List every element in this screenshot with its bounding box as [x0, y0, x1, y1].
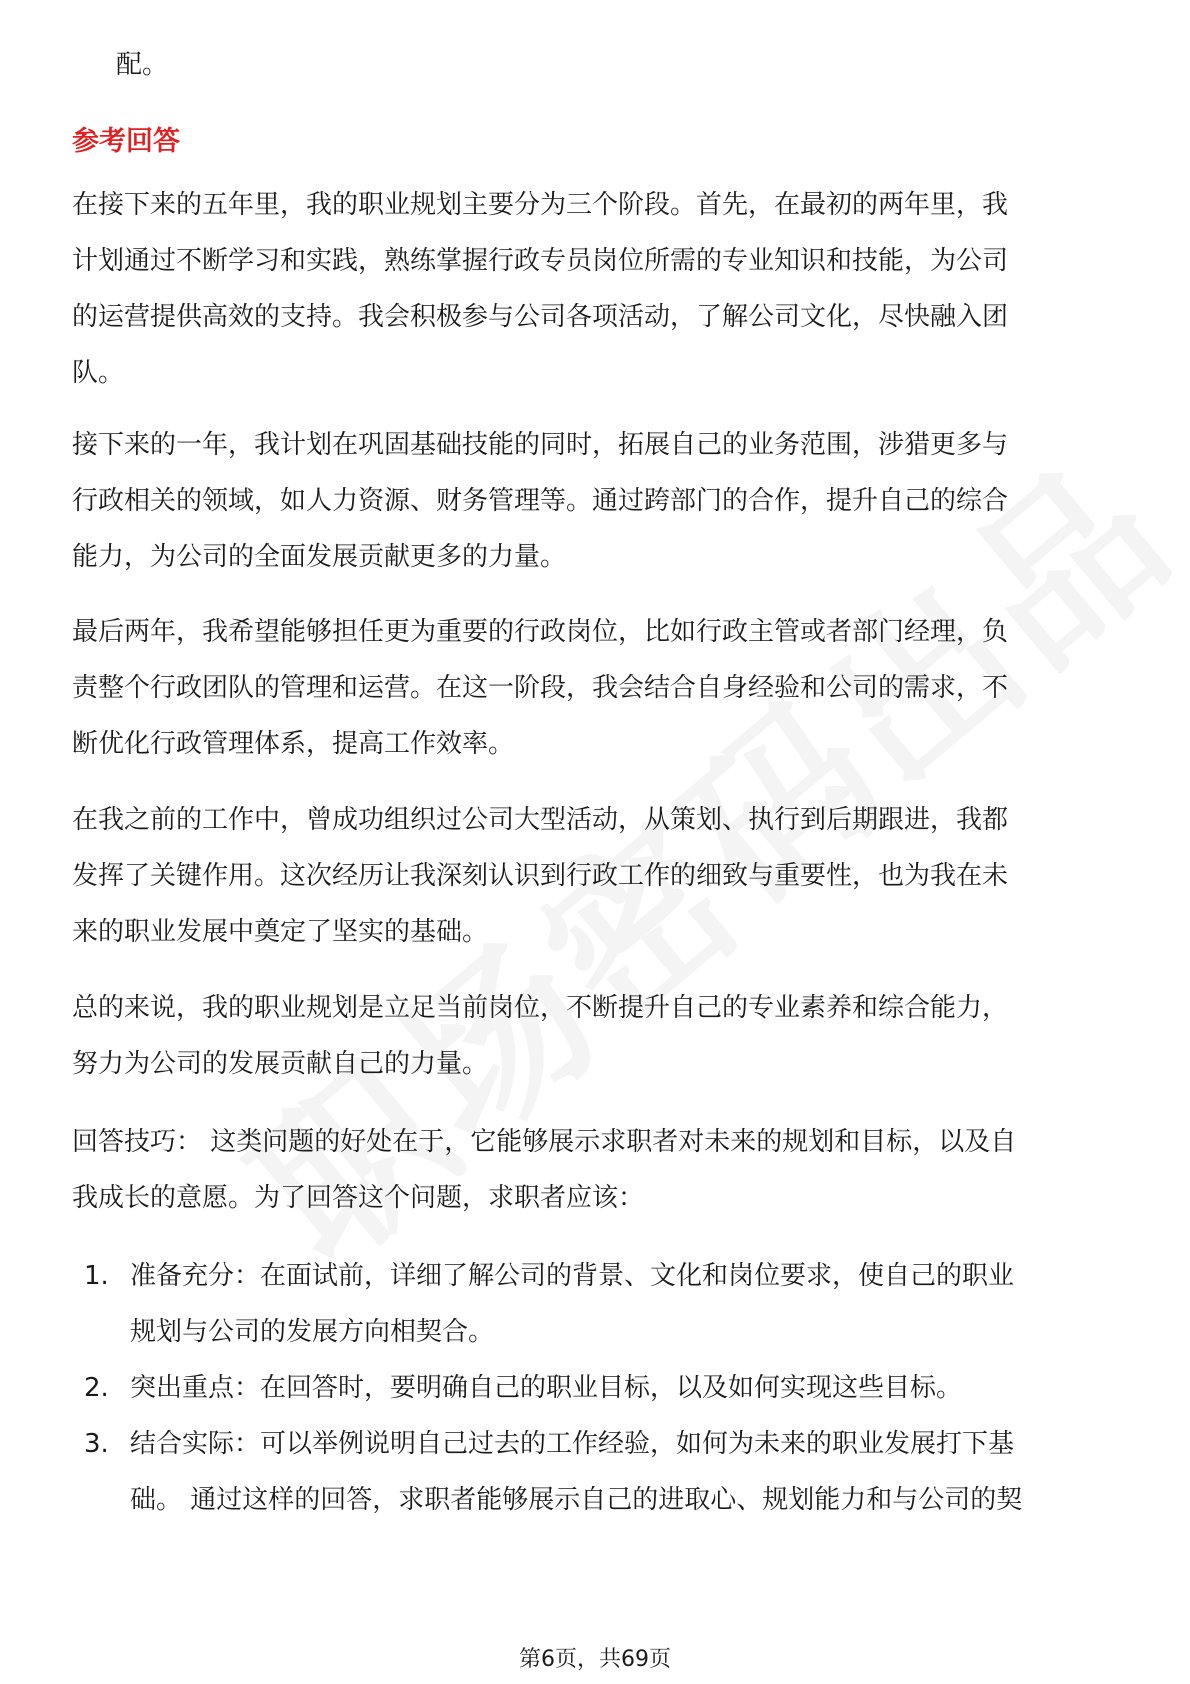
paragraph-line: 努力为公司的发展贡献自己的力量。 [72, 1049, 489, 1079]
paragraph-line: 来的职业发展中奠定了坚实的基础。 [72, 917, 489, 947]
list-number: 2. [84, 1373, 109, 1403]
paragraph-line: 行政相关的领域，如人力资源、财务管理等。通过跨部门的合作，提升自己的综合 [72, 486, 1009, 516]
continuation-text: 配。 [116, 50, 169, 80]
list-line: 规划与公司的发展方向相契合。 [130, 1317, 495, 1347]
paragraph-line: 我成长的意愿。为了回答这个问题，求职者应该： [72, 1183, 645, 1213]
paragraph-line: 在我之前的工作中，曾成功组织过公司大型活动，从策划、执行到后期跟进，我都 [72, 805, 1009, 835]
list-item [72, 1360, 1132, 1416]
list-item [72, 1416, 1132, 1528]
list-number: 1. [84, 1261, 109, 1291]
paragraph-3 [72, 604, 1122, 772]
list-line: 础。 通过这样的回答，求职者能够展示自己的进取心、规划能力和与公司的契 [130, 1485, 1023, 1515]
paragraph-line: 责整个行政团队的管理和运营。在这一阶段，我会结合自身经验和公司的需求，不 [72, 673, 1009, 703]
paragraph-1 [72, 177, 1122, 401]
paragraph-line: 能力，为公司的全面发展贡献更多的力量。 [72, 542, 567, 572]
section-heading: 参考回答 [72, 126, 180, 157]
tips-list [72, 1248, 1132, 1528]
paragraph-line: 的运营提供高效的支持。我会积极参与公司各项活动，了解公司文化，尽快融入团 [72, 302, 1009, 332]
paragraph-4 [72, 792, 1122, 960]
page-number-footer: 第6页，共69页 [519, 1647, 671, 1672]
paragraph-line: 回答技巧： 这类问题的好处在于，它能够展示求职者对未来的规划和目标，以及自 [72, 1127, 1017, 1157]
paragraph-line: 发挥了关键作用。这次经历让我深刻认识到行政工作的细致与重要性，也为我在未 [72, 861, 1009, 891]
paragraph-line: 队。 [72, 358, 125, 388]
paragraph-5 [72, 980, 1122, 1092]
list-line: 结合实际：可以举例说明自己过去的工作经验，如何为未来的职业发展打下基 [130, 1429, 1015, 1459]
list-line: 突出重点：在回答时，要明确自己的职业目标，以及如何实现这些目标。 [130, 1373, 963, 1403]
list-number: 3. [84, 1429, 109, 1459]
paragraph-6-tips [72, 1114, 1122, 1226]
paragraph-line: 最后两年，我希望能够担任更为重要的行政岗位，比如行政主管或者部门经理，负 [72, 617, 1009, 647]
paragraph-2 [72, 417, 1122, 585]
paragraph-line: 在接下来的五年里，我的职业规划主要分为三个阶段。首先，在最初的两年里，我 [72, 190, 1009, 220]
paragraph-line: 断优化行政管理体系，提高工作效率。 [72, 729, 515, 759]
paragraph-line: 接下来的一年，我计划在巩固基础技能的同时，拓展自己的业务范围，涉猎更多与 [72, 430, 1009, 460]
list-item [72, 1248, 1132, 1360]
paragraph-line: 计划通过不断学习和实践，熟练掌握行政专员岗位所需的专业知识和技能，为公司 [72, 246, 1009, 276]
paragraph-line: 总的来说，我的职业规划是立足当前岗位，不断提升自己的专业素养和综合能力， [72, 993, 1009, 1023]
list-line: 准备充分：在面试前，详细了解公司的背景、文化和岗位要求，使自己的职业 [130, 1261, 1015, 1291]
